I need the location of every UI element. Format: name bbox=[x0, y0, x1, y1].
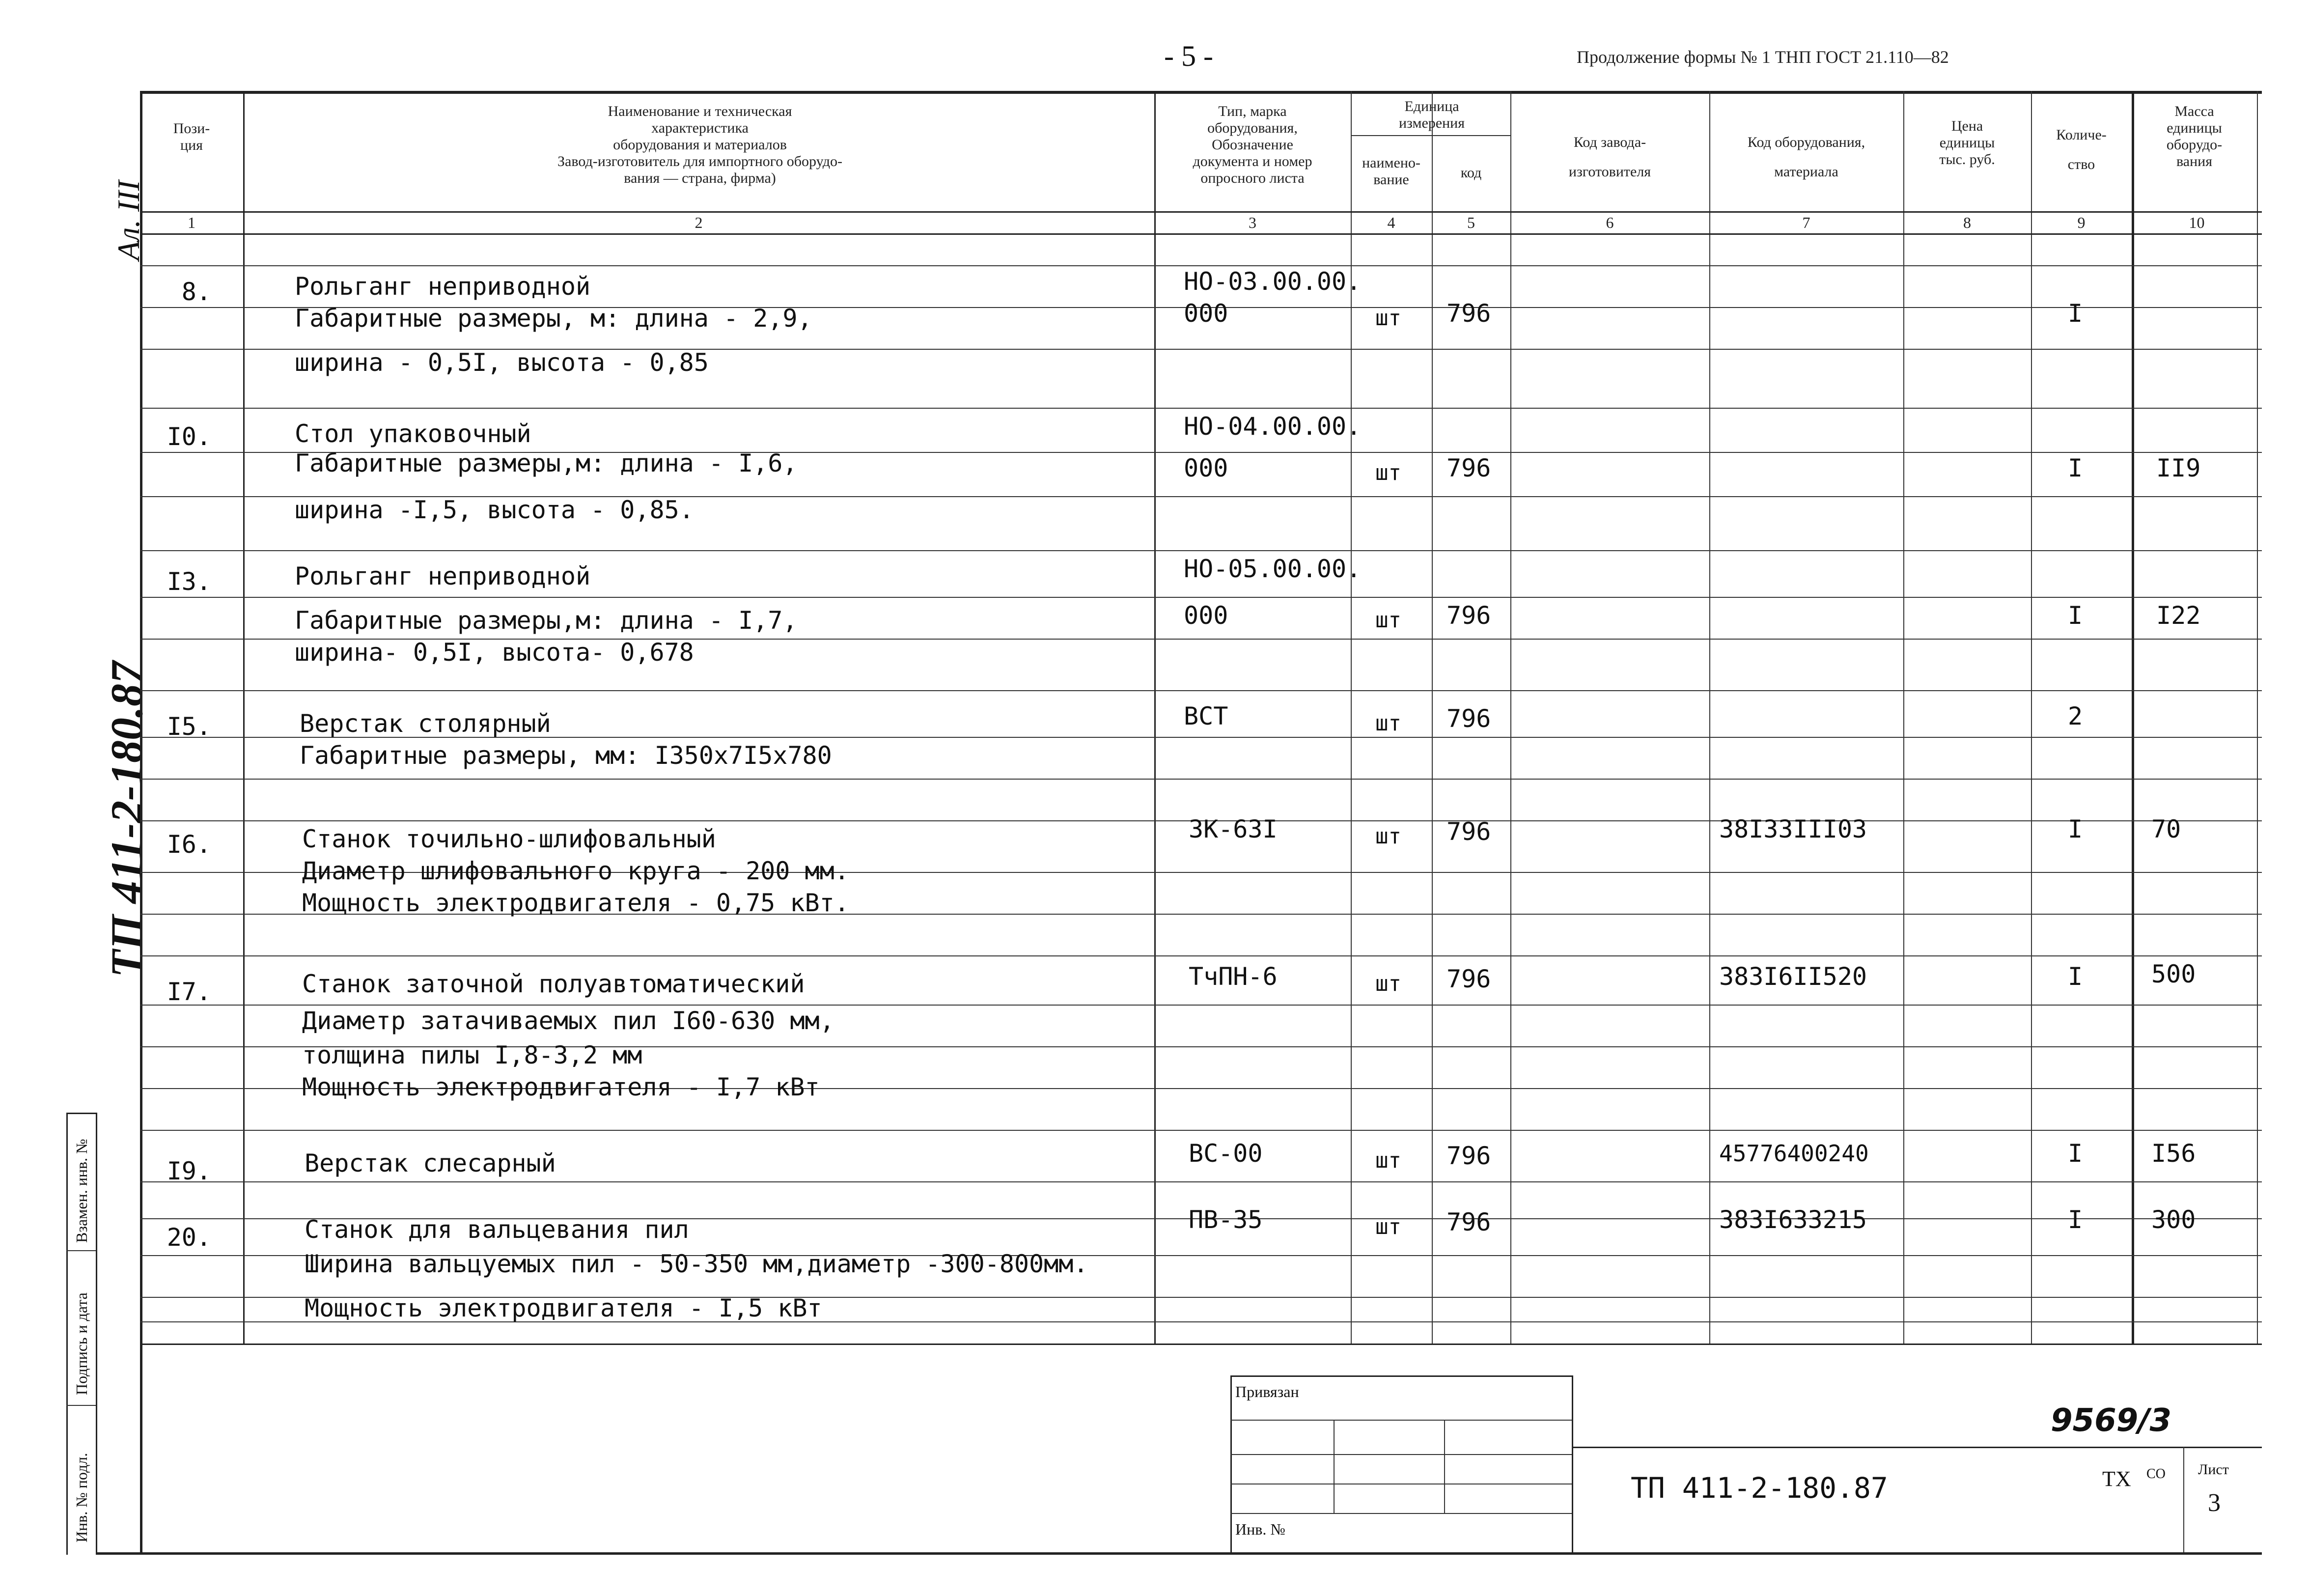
row-unit-code: 796 bbox=[1447, 965, 1491, 993]
row-description-line: Станок заточной полуавтоматический bbox=[302, 970, 805, 998]
header-equipment-code: Код оборудования, материала bbox=[1747, 134, 1865, 180]
row-description-line: Станок для вальцевания пил bbox=[305, 1215, 689, 1244]
row-quantity: I bbox=[2068, 1205, 2083, 1234]
row-equipment-code: 383I6II520 bbox=[1719, 962, 1867, 991]
header-unit-name: наимено- вание bbox=[1362, 155, 1420, 188]
row-type: НО-05.00.00. bbox=[1184, 555, 1362, 583]
row-unit: шт bbox=[1375, 971, 1401, 996]
row-position: 20. bbox=[167, 1223, 211, 1252]
header-price: Цена единицы тыс. руб. bbox=[1939, 118, 1995, 168]
co-label: СО bbox=[2146, 1466, 2166, 1482]
row-quantity: I bbox=[2068, 962, 2083, 991]
row-position: I6. bbox=[167, 830, 211, 859]
col-number-7: 7 bbox=[1802, 214, 1810, 231]
row-description-line: Габаритные размеры, м: длина - 2,9, bbox=[295, 304, 812, 333]
header-position: Пози- ция bbox=[173, 120, 210, 153]
col-number-2: 2 bbox=[695, 214, 703, 231]
header-name: Наименование и техническая характеристика оборудования и материалов Завод-изготовитель для импортного оборудо- вания — страна, фирма) bbox=[557, 103, 842, 186]
row-quantity: I bbox=[2068, 601, 2083, 630]
row-type: 3К-63I bbox=[1189, 815, 1278, 843]
col-number-8: 8 bbox=[1963, 214, 1971, 231]
row-description-line: толщина пилы I,8-3,2 мм bbox=[302, 1041, 642, 1069]
header-plant-code: Код завода- изготовителя bbox=[1568, 134, 1651, 180]
row-description-line: ширина - 0,5I, высота - 0,85 bbox=[295, 348, 709, 377]
row-description-line: Мощность электродвигателя - I,5 кВт bbox=[305, 1294, 822, 1322]
row-unit-code: 796 bbox=[1447, 704, 1491, 733]
row-description-line: Станок точильно-шлифовальный bbox=[302, 825, 716, 853]
row-description-line: Верстак столярный bbox=[300, 709, 551, 738]
row-type: ВСТ bbox=[1184, 702, 1228, 730]
row-description-line: Диаметр затачиваемых пил I60-630 мм, bbox=[302, 1007, 835, 1035]
row-description-line: Мощность электродвигателя - I,7 кВт bbox=[302, 1073, 820, 1101]
stamp-replace-inv: Взамен. инв. № bbox=[73, 1139, 90, 1243]
row-unit-code: 796 bbox=[1447, 299, 1491, 328]
header-unit-code: код bbox=[1460, 165, 1482, 181]
row-type: ТчПН-6 bbox=[1189, 962, 1278, 991]
row-quantity: I bbox=[2068, 299, 2083, 328]
row-description-line: Верстак слесарный bbox=[305, 1149, 556, 1177]
row-position: I0. bbox=[167, 422, 211, 451]
col-number-6: 6 bbox=[1606, 214, 1614, 231]
row-position: I9. bbox=[167, 1157, 211, 1185]
col-number-1: 1 bbox=[188, 214, 195, 231]
stamp-inv-original: Инв. № подл. bbox=[73, 1453, 90, 1542]
row-description-line: ширина- 0,5I, высота- 0,678 bbox=[295, 638, 694, 667]
row-description-line: ширина -I,5, высота - 0,85. bbox=[295, 496, 694, 524]
col-number-9: 9 bbox=[2077, 214, 2086, 231]
sheet-number: 3 bbox=[2208, 1489, 2221, 1517]
row-type: ВС-00 bbox=[1189, 1139, 1263, 1168]
row-unit-code: 796 bbox=[1447, 1142, 1491, 1170]
row-description-line: Мощность электродвигателя - 0,75 кВт. bbox=[302, 889, 849, 917]
header-type: Тип, марка оборудования, Обозначение документа и номер опросного листа bbox=[1193, 103, 1312, 186]
row-type: ПВ-35 bbox=[1189, 1205, 1263, 1234]
row-unit: шт bbox=[1375, 460, 1401, 485]
row-description-line: Габаритные размеры, мм: I350x7I5x780 bbox=[300, 741, 832, 770]
row-quantity: 2 bbox=[2068, 702, 2083, 730]
row-type: 000 bbox=[1184, 601, 1228, 630]
discipline-code: ТХ bbox=[2102, 1467, 2131, 1491]
document-code: ТП 411-2-180.87 bbox=[1631, 1471, 1888, 1505]
row-position: I5. bbox=[167, 712, 211, 741]
col-number-5: 5 bbox=[1467, 214, 1475, 231]
row-type: НО-04.00.00. bbox=[1184, 412, 1362, 441]
row-unit: шт bbox=[1375, 824, 1401, 849]
row-unit: шт bbox=[1375, 306, 1401, 331]
row-unit: шт bbox=[1375, 608, 1401, 633]
page-number: - 5 - bbox=[1164, 40, 1213, 72]
col-number-10: 10 bbox=[2189, 214, 2205, 231]
row-equipment-code: 383I633215 bbox=[1719, 1205, 1867, 1234]
row-equipment-code: 38I33III03 bbox=[1719, 815, 1867, 843]
row-mass: I22 bbox=[2156, 601, 2201, 630]
header-unit: Единица измерения bbox=[1398, 98, 1465, 131]
row-mass: I56 bbox=[2151, 1139, 2196, 1168]
row-unit: шт bbox=[1375, 711, 1401, 736]
row-description-line: Рольганг неприводной bbox=[295, 562, 591, 590]
row-unit-code: 796 bbox=[1447, 1208, 1491, 1236]
row-description-line: Габаритные размеры,м: длина - I,6, bbox=[295, 449, 798, 477]
row-mass: 500 bbox=[2151, 960, 2196, 988]
row-mass: 300 bbox=[2151, 1205, 2196, 1234]
row-description-line: Габаритные размеры,м: длина - I,7, bbox=[295, 606, 798, 635]
form-title: Продолжение формы № 1 ТНП ГОСТ 21.110—82 bbox=[1577, 47, 1949, 67]
inventory-label: Инв. № bbox=[1235, 1520, 1285, 1538]
side-project-code: ТП 411-2-180.87 bbox=[102, 661, 152, 978]
row-type: НО-03.00.00. bbox=[1184, 267, 1362, 296]
stamp-signature-date: Подпись и дата bbox=[73, 1292, 90, 1395]
row-position: I7. bbox=[167, 978, 211, 1006]
row-position: I3. bbox=[167, 567, 211, 596]
row-description-line: Стол упаковочный bbox=[295, 420, 531, 448]
row-position: 8. bbox=[181, 278, 211, 306]
row-mass: II9 bbox=[2156, 454, 2201, 482]
header-quantity: Количе- ство bbox=[2056, 127, 2107, 172]
row-unit-code: 796 bbox=[1447, 601, 1491, 630]
margin-note: Ал. III bbox=[111, 180, 146, 260]
row-unit: шт bbox=[1375, 1148, 1401, 1173]
row-type: 000 bbox=[1184, 454, 1228, 482]
row-description-line: Ширина вальцуемых пил - 50-350 мм,диаметр -300-800мм. bbox=[305, 1250, 1088, 1278]
row-quantity: I bbox=[2068, 1139, 2083, 1168]
row-unit-code: 796 bbox=[1447, 817, 1491, 846]
header-mass: Масса единицы оборудо- вания bbox=[2166, 103, 2223, 169]
row-equipment-code: 45776400240 bbox=[1719, 1140, 1869, 1167]
row-description-line: Диаметр шлифовального круга - 200 мм. bbox=[302, 857, 849, 885]
row-unit: шт bbox=[1375, 1214, 1401, 1239]
col-number-3: 3 bbox=[1249, 214, 1256, 231]
row-unit-code: 796 bbox=[1447, 454, 1491, 482]
bound-label: Привязан bbox=[1235, 1383, 1299, 1400]
row-mass: 70 bbox=[2151, 815, 2181, 843]
row-quantity: I bbox=[2068, 815, 2083, 843]
row-quantity: I bbox=[2068, 454, 2083, 482]
sheet-label: Лист bbox=[2198, 1461, 2229, 1478]
row-type: 000 bbox=[1184, 299, 1228, 328]
col-number-4: 4 bbox=[1387, 214, 1395, 231]
row-description-line: Рольганг неприводной bbox=[295, 272, 591, 301]
document-number: 9569/3 bbox=[2051, 1402, 2172, 1439]
